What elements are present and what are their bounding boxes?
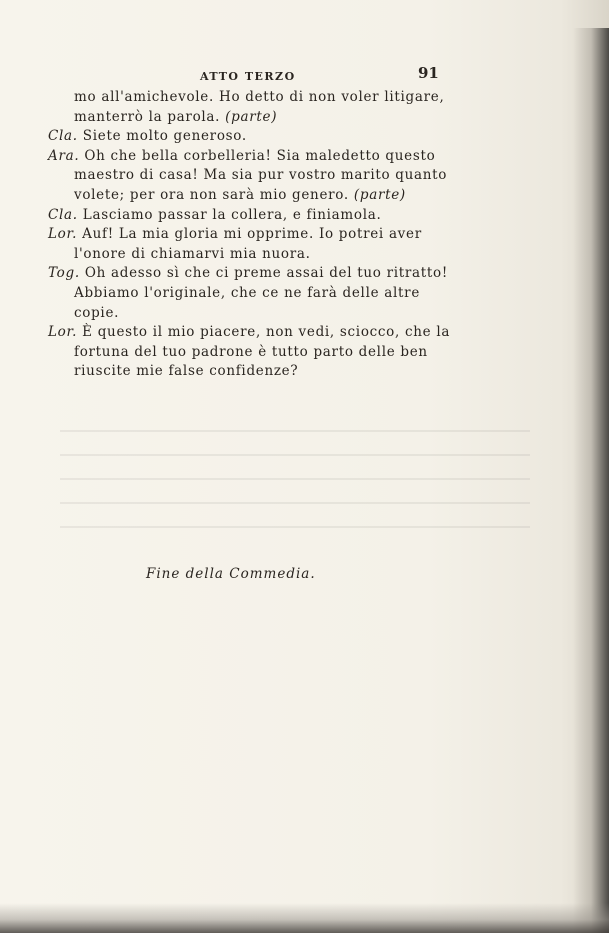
dialogue-line xyxy=(48,264,458,323)
line-text: È questo il mio piacere, non vedi, sciocco, che la fortuna del tuo padrone è tutto parto delle ben riuscite mie false confidenze? xyxy=(74,324,451,380)
speaker-name: Lor. xyxy=(48,324,78,341)
dialogue-line xyxy=(48,206,458,226)
line-text: Lasciamo passar la collera, e finiamola. xyxy=(82,206,382,223)
dialogue-line xyxy=(48,127,458,147)
stage-direction: (parte) xyxy=(225,108,278,125)
speaker-name: Cla. xyxy=(48,206,78,223)
speaker-name: Lor. xyxy=(48,226,78,243)
stage-direction: (parte) xyxy=(353,186,406,203)
end-note: Fine della Commedia. xyxy=(146,566,316,582)
line-text: Oh che bella corbelleria! Sia maledetto questo maestro di casa! Ma sia pur vostro marito quanto volete; per ora non sarà mio genero. xyxy=(74,147,448,203)
dialogue-text xyxy=(48,88,458,382)
dialogue-line xyxy=(48,225,458,264)
line-text: mo all'amichevole. Ho detto di non voler litigare, manterrò la parola. xyxy=(74,89,445,125)
speaker-name: Cla. xyxy=(48,128,78,145)
page-edge-shadow-bottom xyxy=(0,903,609,933)
speaker-name: Ara. xyxy=(48,147,80,164)
dialogue-line xyxy=(48,147,458,206)
line-text: Siete molto generoso. xyxy=(82,128,247,145)
dialogue-line xyxy=(48,323,458,382)
speaker-name: Tog. xyxy=(48,265,80,282)
line-text: Oh adesso sì che ci preme assai del tuo ritratto! Abbiamo l'originale, che ce ne farà delle altre copie. xyxy=(74,265,448,321)
page-edge-shadow-right xyxy=(573,28,609,933)
running-title: ATTO TERZO xyxy=(200,70,296,83)
page-number: 91 xyxy=(418,64,439,82)
line-text: Auf! La mia gloria mi opprime. Io potrei aver l'onore di chiamarvi mia nuora. xyxy=(74,226,422,262)
dialogue-line xyxy=(48,88,458,127)
show-through-text xyxy=(60,430,530,550)
